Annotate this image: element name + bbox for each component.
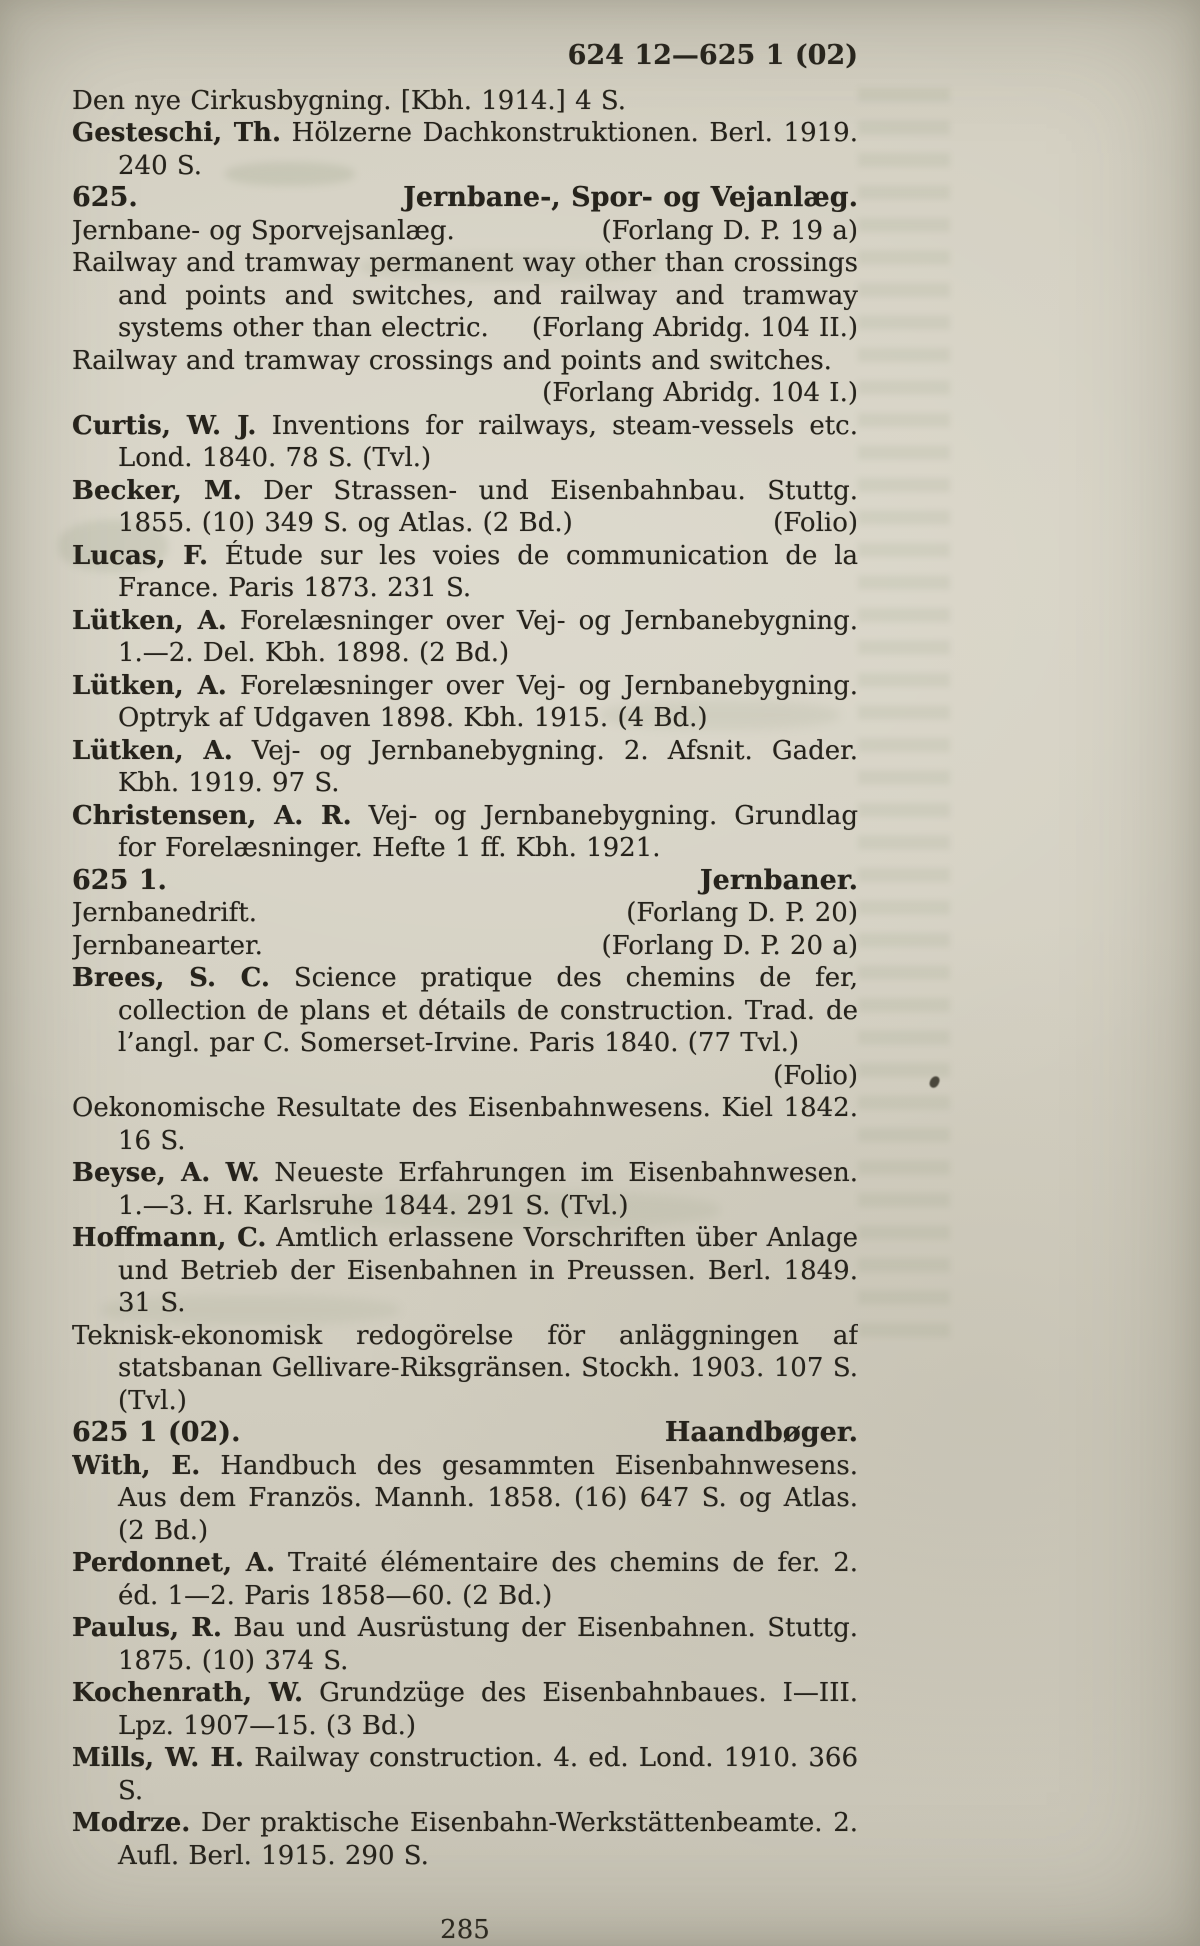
entry-text: Teknisk-ekonomisk redogörelse för anläggningen af statsbanan Gellivare-Riksgränsen. Stockh. 1903. 107 S. (Tvl.)	[72, 1320, 858, 1416]
catalog-entry	[72, 1742, 858, 1807]
entry-author: Beyse, A. W.	[72, 1158, 260, 1188]
section-heading	[72, 1417, 858, 1450]
entry-crossref: (Forlang D. P. 20)	[626, 898, 858, 928]
catalog-entry	[72, 540, 858, 605]
entry-author: Mills, W. H.	[72, 1743, 244, 1773]
entry-text: Der praktische Eisenbahn-Werkstättenbeamte. 2. Aufl. Berl. 1915. 290 S.	[118, 1808, 858, 1871]
catalog-line	[72, 85, 858, 118]
entry-text: Inventions for railways, steam-vessels etc. Lond. 1840. 78 S. (Tvl.)	[118, 410, 858, 473]
catalog-entry	[72, 670, 858, 735]
entry-author: Kochenrath, W.	[72, 1678, 304, 1708]
catalog-entry	[72, 475, 858, 540]
entry-text: Science pratique des chemins de fer, collection de plans et détails de construction. Trad. de l’angl. par C. Somerset-Irvine. Paris 1840. (77 Tvl.)	[118, 963, 858, 1058]
entry-author: Lütken, A.	[72, 670, 227, 701]
page-content	[72, 40, 858, 1946]
section-number: 625.	[72, 182, 138, 213]
entry-author: Perdonnet, A.	[72, 1548, 276, 1578]
entry-author: With, E.	[72, 1450, 201, 1481]
entry-text: Jernbanedrift.	[72, 898, 257, 928]
entry-text: Neueste Erfahrungen im Eisenbahnwesen. 1.—3. H. Karlsruhe 1844. 291 S. (Tvl.)	[118, 1158, 858, 1221]
entry-author: Paulus, R.	[72, 1613, 222, 1643]
entry-crossref: (Folio)	[773, 1060, 858, 1091]
entry-text: Jernbanearter.	[72, 930, 263, 961]
entry-text: Den nye Cirkusbygning. [Kbh. 1914.] 4 S.	[72, 85, 627, 116]
section-title: Jernbaner.	[699, 864, 858, 896]
entry-author: Lütken, A.	[72, 605, 227, 636]
catalog-entry	[72, 1547, 858, 1612]
catalog-entry	[72, 1807, 858, 1872]
catalog-line	[72, 1092, 858, 1157]
entry-text: Vej- og Jernbanebygning. Grundlag for Forelæsninger. Hefte 1 ff. Kbh. 1921.	[118, 800, 858, 863]
entry-crossref: (Forlang D. P. 19 a)	[601, 215, 858, 246]
entry-text: Amtlich erlassene Vorschriften über Anlage und Betrieb der Eisenbahnen in Preussen. Berl. 1849. 31 S.	[118, 1223, 858, 1318]
catalog-entry	[72, 1450, 858, 1548]
entry-author: Becker, M.	[72, 475, 242, 506]
catalog-entry	[72, 962, 858, 1092]
catalog-entry	[72, 1222, 858, 1320]
section-number: 625 1 (02).	[72, 1417, 241, 1448]
entry-text: Oekonomische Resultate des Eisenbahnwesens. Kiel 1842. 16 S.	[72, 1093, 858, 1156]
catalog-line	[72, 345, 858, 410]
catalog-line	[72, 247, 858, 345]
section-title: Haandbøger.	[664, 1417, 858, 1448]
entry-author: Modrze.	[72, 1808, 191, 1838]
entry-crossref: (Forlang Abridg. 104 II.)	[531, 313, 858, 343]
entry-text: Bau und Ausrüstung der Eisenbahnen. Stuttg. 1875. (10) 374 S.	[118, 1613, 858, 1676]
bleedthrough-strip	[858, 88, 950, 1348]
entry-author: Brees, S. C.	[72, 963, 270, 993]
entry-text: Hölzerne Dachkonstruktionen. Berl. 1919. 240 S.	[118, 118, 858, 181]
entry-text: Étude sur les voies de communication de la France. Paris 1873. 231 S.	[118, 540, 858, 603]
entry-text: Grundzüge des Eisenbahnbaues. I—III. Lpz. 1907—15. (3 Bd.)	[118, 1678, 858, 1741]
entry-author: Hoffmann, C.	[72, 1223, 267, 1253]
entry-author: Christensen, A. R.	[72, 800, 352, 831]
entries-list	[72, 85, 858, 1873]
entry-text: Railway and tramway crossings and points and switches.	[72, 345, 832, 376]
catalog-entry	[72, 410, 858, 475]
entry-crossref: (Folio)	[773, 508, 858, 538]
catalog-entry	[72, 117, 858, 182]
catalog-entry	[72, 1612, 858, 1677]
entry-text: Traité élémentaire des chemins de fer. 2. éd. 1—2. Paris 1858—60. (2 Bd.)	[118, 1548, 858, 1611]
entry-author: Gesteschi, Th.	[72, 118, 281, 148]
page-number: 285	[440, 1915, 490, 1945]
catalog-entry	[72, 605, 858, 670]
catalog-line	[72, 930, 858, 963]
entry-text: Vej- og Jernbanebygning. 2. Afsnit. Gader. Kbh. 1919. 97 S.	[118, 735, 858, 798]
entry-author: Curtis, W. J.	[72, 410, 257, 441]
section-heading	[72, 865, 858, 898]
catalog-entry	[72, 1677, 858, 1742]
catalog-line	[72, 897, 858, 930]
entry-crossref: (Forlang Abridg. 104 I.)	[542, 378, 858, 408]
page-header-classmark: 624 12—625 1 (02)	[567, 40, 858, 71]
entry-author: Lütken, A.	[72, 735, 233, 766]
section-number: 625 1.	[72, 864, 167, 896]
catalog-line	[72, 215, 858, 248]
margin-ink-mark	[928, 1075, 941, 1089]
entry-text: Handbuch des gesammten Eisenbahnwesens. Aus dem Französ. Mannh. 1858. (16) 647 S. og Atlas. (2 Bd.)	[118, 1450, 858, 1546]
entry-crossref: (Forlang D. P. 20 a)	[601, 930, 858, 961]
entry-text: Forelæsninger over Vej- og Jernbanebygning. Optryk af Udgaven 1898. Kbh. 1915. (4 Bd.)	[118, 670, 858, 733]
entry-text: Jernbane- og Sporvejsanlæg.	[72, 215, 455, 246]
catalog-line	[72, 1320, 858, 1418]
catalog-entry	[72, 800, 858, 865]
entry-text: Der Strassen- und Eisenbahnbau. Stuttg. 1855. (10) 349 S. og Atlas. (2 Bd.)	[118, 475, 858, 538]
catalog-entry	[72, 1157, 858, 1222]
section-heading	[72, 182, 858, 215]
entry-text: Forelæsninger over Vej- og Jernbanebygning. 1.—2. Del. Kbh. 1898. (2 Bd.)	[118, 605, 858, 668]
entry-text: Railway and tramway permanent way other than crossings and points and switches, and railway and tramway systems other than electric.	[72, 248, 858, 343]
entry-text: Railway construction. 4. ed. Lond. 1910. 366 S.	[118, 1743, 858, 1806]
catalog-entry	[72, 735, 858, 800]
entry-author: Lucas, F.	[72, 540, 209, 571]
section-title: Jernbane-, Spor- og Vejanlæg.	[403, 182, 858, 213]
